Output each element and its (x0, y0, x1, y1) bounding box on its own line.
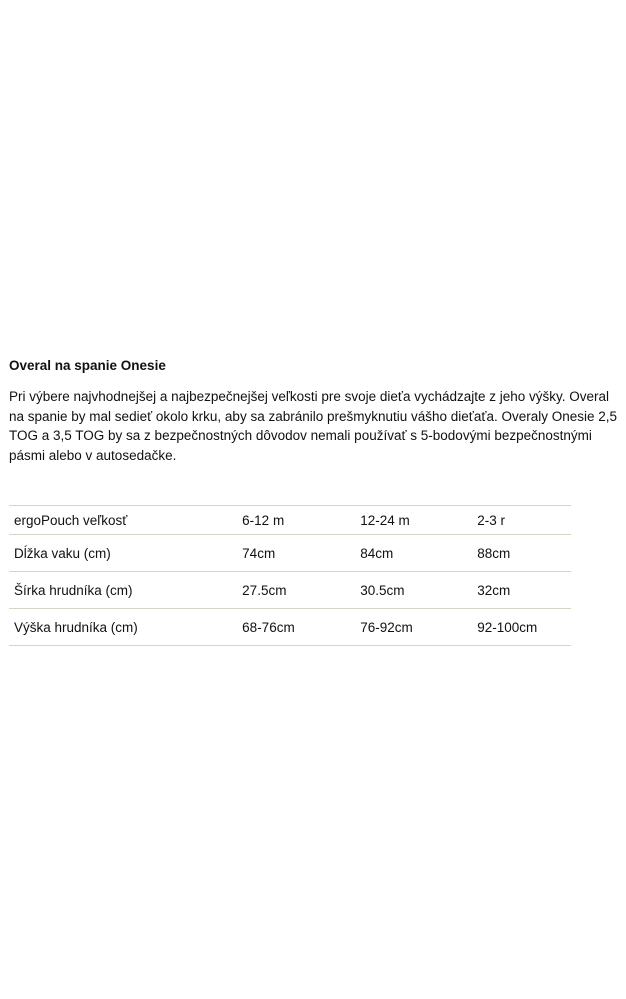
table-header-row (9, 506, 571, 535)
table-cell: 92-100cm (477, 619, 538, 635)
table-cell: 32cm (477, 582, 511, 598)
table-row (9, 609, 571, 646)
header-cell-size: ergoPouch veľkosť (14, 512, 128, 528)
table-cell: 30.5cm (360, 582, 405, 598)
row-label: Dĺžka vaku (cm) (14, 545, 111, 561)
header-cell-6-12m: 6-12 m (242, 512, 285, 528)
table-row (9, 535, 571, 572)
table-cell: 27.5cm (242, 582, 287, 598)
table-row (9, 572, 571, 609)
section-title: Overal na spanie Onesie (9, 358, 166, 373)
header-cell-2-3r: 2-3 r (477, 512, 506, 528)
size-table (9, 505, 571, 646)
table-cell: 76-92cm (360, 619, 413, 635)
product-size-section (9, 355, 617, 465)
table-cell: 88cm (477, 545, 511, 561)
row-label: Šírka hrudníka (cm) (14, 582, 133, 598)
section-description: Pri výbere najvhodnejšej a najbezpečnejšej veľkosti pre svoje dieťa vychádzajte z jeho výšky. Overal na spanie by mal sedieť okolo krku, aby sa zabránilo prešmyknutiu vášho dieťaťa. Overaly Onesie 2,5 TOG a 3,5 TOG by sa z bezpečnostných dôvodov nemali používať s 5-bodovými bezpečnostnými pásmi alebo v autosedačke. (9, 389, 618, 463)
table-cell: 84cm (360, 545, 394, 561)
header-cell-12-24m: 12-24 m (360, 512, 410, 528)
row-label: Výška hrudníka (cm) (14, 619, 138, 635)
table-cell: 74cm (242, 545, 276, 561)
table-cell: 68-76cm (242, 619, 295, 635)
